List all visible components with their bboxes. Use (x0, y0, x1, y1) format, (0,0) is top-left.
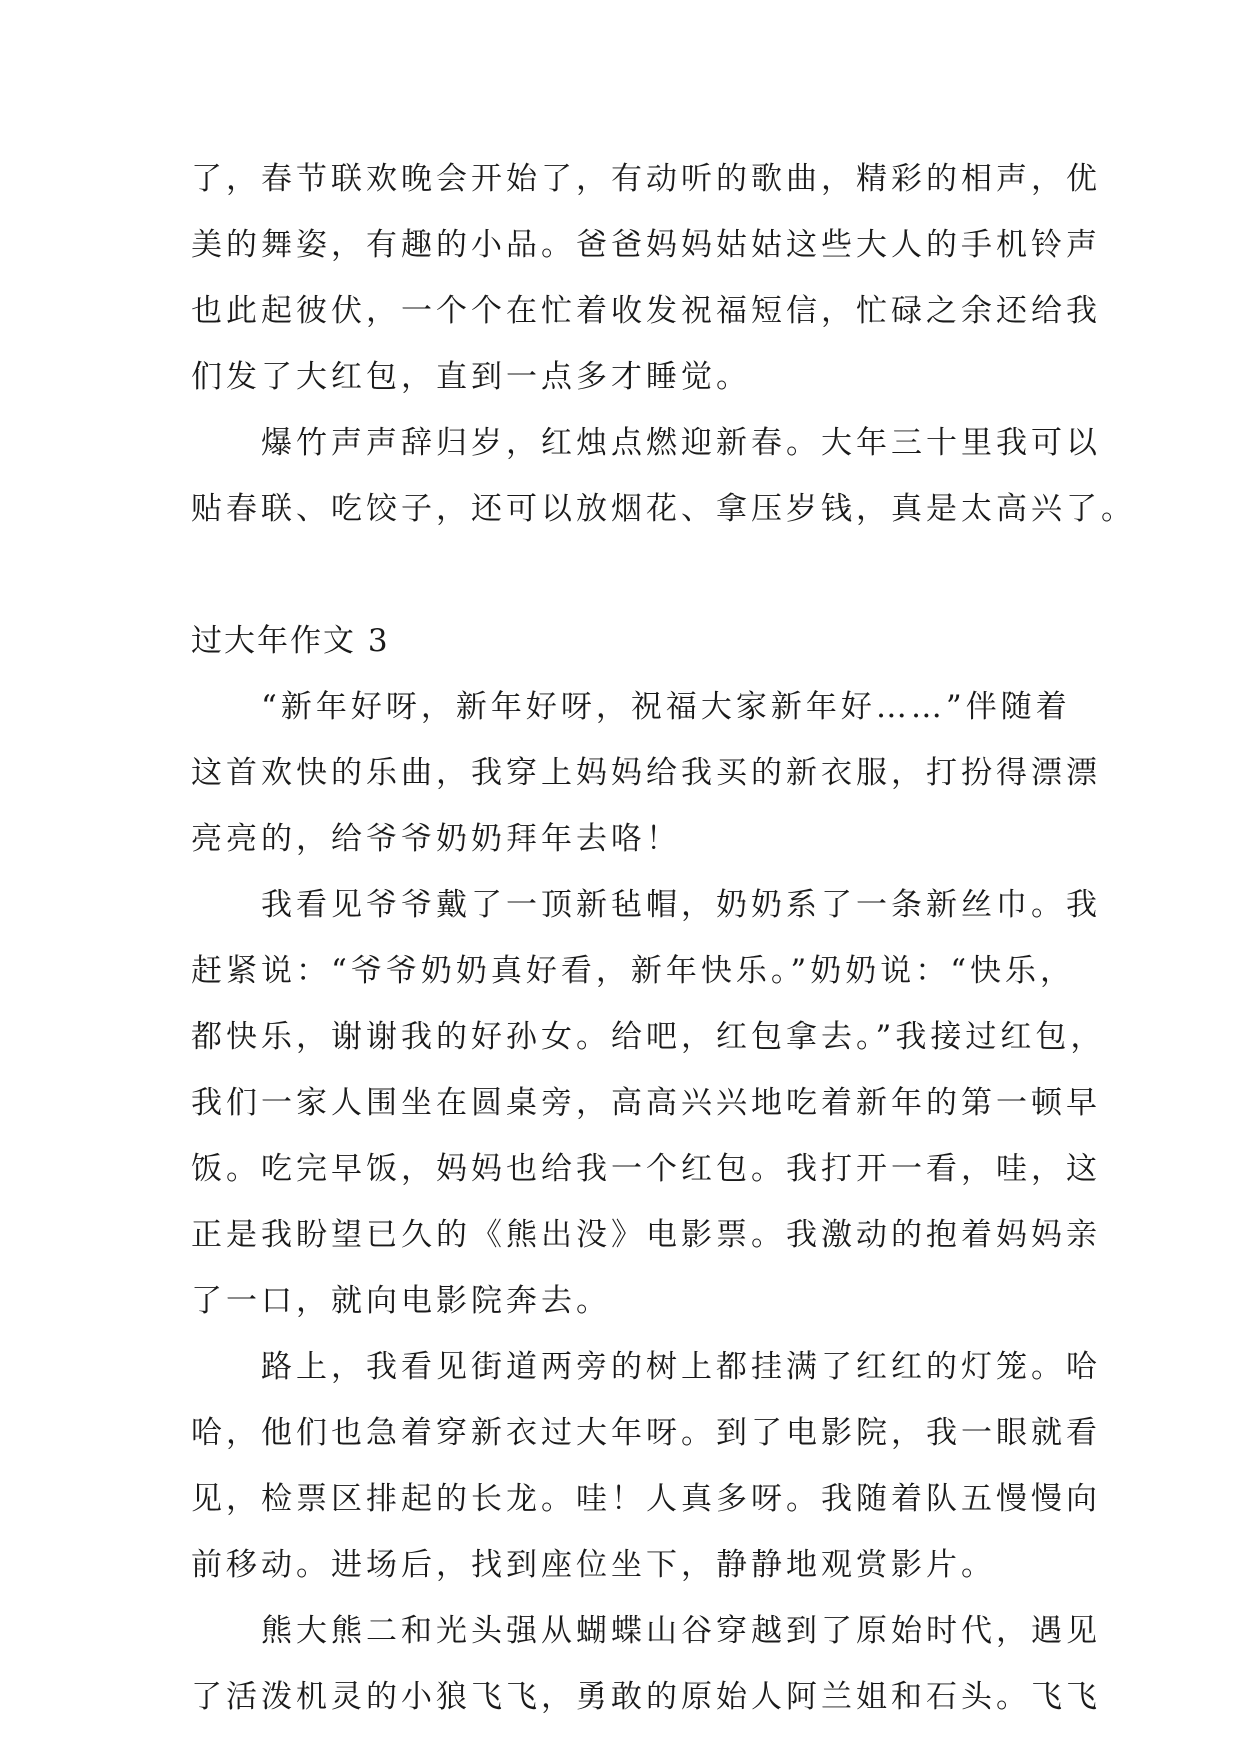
text-line: 爆竹声声辞归岁，红烛点燃迎新春。大年三十里我可以 (261, 425, 1101, 461)
text-line: 路上，我看见街道两旁的树上都挂满了红红的灯笼。哈 (261, 1349, 1101, 1385)
text-line: 我们一家人围坐在圆桌旁，高高兴兴地吃着新年的第一顿早 (191, 1085, 1101, 1121)
text-line: 我看见爷爷戴了一顶新毡帽，奶奶系了一条新丝巾。我 (261, 887, 1101, 923)
paragraph (191, 410, 1136, 542)
text-line: 亮亮的，给爷爷奶奶拜年去咯！ (191, 821, 681, 857)
text-line: 了，春节联欢晚会开始了，有动听的歌曲，精彩的相声，优 (191, 161, 1101, 197)
paragraph (191, 1598, 1101, 1730)
paragraph (191, 146, 1101, 410)
text-line: 赶紧说：“爷爷奶奶真好看，新年快乐。”奶奶说：“快乐， (191, 953, 1076, 989)
paragraph (191, 1334, 1101, 1598)
section-heading: 过大年作文 3 (191, 623, 390, 659)
text-line: 美的舞姿，有趣的小品。爸爸妈妈姑姑这些大人的手机铃声 (191, 227, 1101, 263)
text-line: 们发了大红包，直到一点多才睡觉。 (191, 359, 751, 395)
text-line: “新年好呀，新年好呀，祝福大家新年好……”伴随着 (261, 689, 1071, 725)
text-line: 贴春联、吃饺子，还可以放烟花、拿压岁钱，真是太高兴了。 (191, 491, 1136, 527)
text-line: 都快乐，谢谢我的好孙女。给吧，红包拿去。”我接过红包， (191, 1019, 1106, 1055)
paragraph (191, 872, 1106, 1334)
text-line: 哈，他们也急着穿新衣过大年呀。到了电影院，我一眼就看 (191, 1415, 1101, 1451)
text-line: 前移动。进场后，找到座位坐下，静静地观赏影片。 (191, 1547, 996, 1583)
text-line: 熊大熊二和光头强从蝴蝶山谷穿越到了原始时代，遇见 (261, 1613, 1101, 1649)
document-body (191, 146, 1136, 1730)
text-line: 了一口，就向电影院奔去。 (191, 1283, 611, 1319)
text-line: 见，检票区排起的长龙。哇！人真多呀。我随着队五慢慢向 (191, 1481, 1101, 1517)
text-line: 了活泼机灵的小狼飞飞，勇敢的原始人阿兰姐和石头。飞飞 (191, 1679, 1101, 1715)
paragraph-gap (191, 542, 1051, 608)
text-line: 正是我盼望已久的《熊出没》电影票。我激动的抱着妈妈亲 (191, 1217, 1101, 1253)
text-line: 这首欢快的乐曲，我穿上妈妈给我买的新衣服，打扮得漂漂 (191, 755, 1101, 791)
text-line: 也此起彼伏，一个个在忙着收发祝福短信，忙碌之余还给我 (191, 293, 1101, 329)
text-line: 饭。吃完早饭，妈妈也给我一个红包。我打开一看，哇，这 (191, 1151, 1101, 1187)
paragraph (191, 674, 1101, 872)
